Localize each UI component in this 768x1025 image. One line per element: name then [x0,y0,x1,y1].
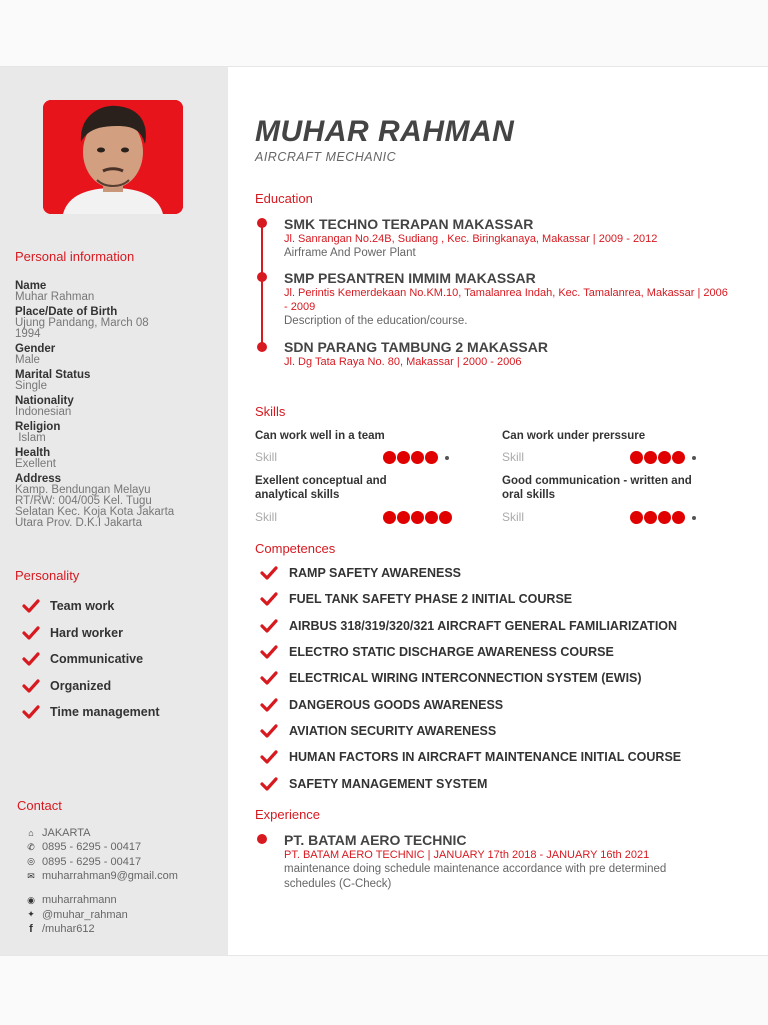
pi-label: Place/Date of Birth [15,306,118,318]
rating-dot-filled [383,451,396,464]
pi-value: Male [15,354,40,366]
check-icon [260,566,278,580]
experience-company: PT. BATAM AERO TECHNIC [284,832,467,848]
rating-dot-filled [411,451,424,464]
skill-label: Skill [255,450,278,464]
competence-item [260,586,681,612]
rating-dot-filled [425,511,438,524]
personality-item [22,620,160,647]
personality-item [22,593,160,620]
pi-label: Gender [15,343,56,355]
rating-dot-empty [692,456,696,460]
whatsapp-icon: ◎ [27,856,35,867]
personality-title: Personality [15,568,80,583]
rating-dot-filled [658,511,671,524]
personality-label: Organized [50,678,112,693]
twitter-icon: ✦ [27,909,35,920]
personality-item [22,699,160,726]
pi-label: Marital Status [15,369,91,381]
education-details: Jl. Sanrangan No.24B, Sudiang , Kec. Biringkanaya, Makassar | 2009 - 2012 [284,233,658,245]
candidate-role: AIRCRAFT MECHANIC [255,150,397,164]
check-icon [260,619,278,633]
pi-nationality [15,395,225,418]
candidate-name: MUHAR RAHMAN [255,115,515,148]
personality-label: Communicative [50,652,144,667]
education-description: Description of the education/course. [284,315,468,327]
check-icon [260,750,278,764]
rating-dot-filled [425,451,438,464]
experience-details: PT. BATAM AERO TECHNIC | JANUARY 17th 2018 - JANUARY 16th 2021 [284,849,650,861]
personality-label: Time management [50,705,160,720]
personality-label: Team work [50,599,115,614]
pi-health [15,447,225,470]
contact-email: muharrahman9@gmail.com [42,870,178,883]
check-icon [22,652,40,666]
competence-item [260,770,681,796]
experience-description: maintenance doing schedule maintenance accordance with pre determined schedules (C-Check) [284,863,667,890]
pi-label: Name [15,280,47,292]
skill-rating [383,451,450,464]
competences-title: Competences [255,541,336,556]
education-item [284,216,744,261]
social-row [26,922,178,936]
personality-list [22,593,160,726]
pi-value: Muhar Rahman [15,291,95,303]
check-icon [260,592,278,606]
rating-dot-filled [672,511,685,524]
competence-item [260,718,681,744]
social-row [26,893,178,907]
timeline-dot [257,834,267,844]
competence-label: DANGEROUS GOODS AWARENESS [289,697,504,712]
education-school: SMP PESANTREN IMMIM MAKASSAR [284,270,536,286]
pi-value: Ujung Pandang, March 08 1994 [15,317,149,340]
competence-item [260,560,681,586]
experience-item [284,832,744,892]
competence-label: FUEL TANK SAFETY PHASE 2 INITIAL COURSE [289,592,573,607]
skill-rating [383,511,453,524]
education-school: SMK TECHNO TERAPAN MAKASSAR [284,216,534,232]
experience-title: Experience [255,807,321,822]
social-facebook: /muhar612 [42,922,95,935]
skill-name: Can work well in a team [255,430,385,442]
timeline-dot [257,272,267,282]
check-icon [260,777,278,791]
pi-marital [15,369,225,392]
check-icon [260,724,278,738]
pi-gender [15,343,225,366]
home-icon: ⌂ [28,828,34,839]
personal-info-title: Personal information [15,249,135,264]
education-timeline [261,222,263,349]
instagram-icon: ◉ [27,894,35,905]
competence-label: HUMAN FACTORS IN AIRCRAFT MAINTENANCE INITIAL COURSE [289,750,682,765]
contact-row [26,855,178,869]
rating-dot-filled [658,451,671,464]
education-details: Jl. Dg Tata Raya No. 80, Makassar | 2000 - 2006 [284,356,522,368]
skill-name: Good communication - written and oral skills [502,475,692,501]
competence-item [260,744,681,770]
rating-dot-filled [672,451,685,464]
competence-item [260,613,681,639]
pi-label: Religion [15,421,61,433]
personality-item [22,673,160,700]
contact-title: Contact [17,798,62,813]
contact-whatsapp: 0895 - 6295 - 00417 [42,855,142,868]
education-school: SDN PARANG TAMBUNG 2 MAKASSAR [284,339,548,355]
pi-label: Health [15,447,51,459]
pi-value: Islam [15,432,46,444]
education-item [284,270,734,329]
skill-item [502,429,722,464]
competence-item [260,691,681,717]
pi-name [15,280,225,303]
rating-dot-empty [445,456,449,460]
social-instagram: muharrahmann [42,894,117,907]
skill-name: Exellent conceptual and analytical skills [255,475,387,501]
rating-dot-filled [397,511,410,524]
facebook-icon: f [29,922,33,935]
profile-photo [43,100,183,214]
contact-row [26,869,178,883]
competences-list [260,560,681,797]
skill-item [255,429,475,464]
social-row [26,907,178,921]
bottom-margin [0,955,768,1025]
pi-religion [15,421,225,444]
contact-row [26,826,178,840]
timeline-dot [257,218,267,228]
check-icon [22,599,40,613]
education-item [284,339,744,369]
education-details: Jl. Perintis Kemerdekaan No.KM.10, Tamalanrea Indah, Kec. Tamalanrea, Makassar | 2006 - 2009 [284,287,728,313]
skill-item [502,474,712,524]
personal-info-list [15,280,225,532]
competence-label: SAFETY MANAGEMENT SYSTEM [289,776,488,791]
pi-label: Address [15,473,62,485]
social-twitter: @muhar_rahman [42,908,128,921]
check-icon [260,698,278,712]
pi-birth [15,306,225,340]
competence-label: AIRBUS 318/319/320/321 AIRCRAFT GENERAL FAMILIARIZATION [289,618,678,633]
contact-address: JAKARTA [42,827,91,840]
skill-label: Skill [502,510,525,524]
skill-rating [630,451,697,464]
skill-rating [630,511,697,524]
check-icon [22,705,40,719]
rating-dot-filled [439,511,452,524]
skill-name: Can work under prerssure [502,430,646,442]
personality-label: Hard worker [50,625,123,640]
pi-value: Kamp. Bendungan Melayu RT/RW: 004/005 Kel. Tugu Selatan Kec. Koja Kota Jakarta Utara Prov. D.K.I Jakarta [15,484,175,529]
education-title: Education [255,191,313,206]
rating-dot-filled [397,451,410,464]
rating-dot-filled [644,451,657,464]
skill-label: Skill [255,510,278,524]
pi-value: Indonesian [15,406,72,418]
competence-label: AVIATION SECURITY AWARENESS [289,723,497,738]
pi-address [15,473,225,529]
contact-phone: 0895 - 6295 - 00417 [42,841,142,854]
rating-dot-filled [644,511,657,524]
rating-dot-filled [630,511,643,524]
skills-title: Skills [255,404,286,419]
pi-label: Nationality [15,395,74,407]
competence-item [260,639,681,665]
rating-dot-filled [411,511,424,524]
pi-value: Single [15,380,47,392]
competence-label: ELECTRICAL WIRING INTERCONNECTION SYSTEM (EWIS) [289,671,642,686]
rating-dot-filled [383,511,396,524]
rating-dot-filled [630,451,643,464]
skill-item [255,474,425,524]
check-icon [22,679,40,693]
timeline-dot [257,342,267,352]
check-icon [22,626,40,640]
top-margin [0,0,768,67]
email-icon: ✉ [27,870,35,881]
competence-label: RAMP SAFETY AWARENESS [289,566,462,581]
contact-spacer [26,883,178,893]
competence-item [260,665,681,691]
check-icon [260,671,278,685]
phone-icon: ✆ [27,841,35,852]
pi-value: Exellent [15,458,56,470]
contact-list [26,826,178,936]
rating-dot-empty [692,516,696,520]
contact-row [26,840,178,854]
skill-label: Skill [502,450,525,464]
competence-label: ELECTRO STATIC DISCHARGE AWARENESS COURSE [289,645,614,660]
personality-item [22,646,160,673]
check-icon [260,645,278,659]
education-description: Airframe And Power Plant [284,247,416,259]
